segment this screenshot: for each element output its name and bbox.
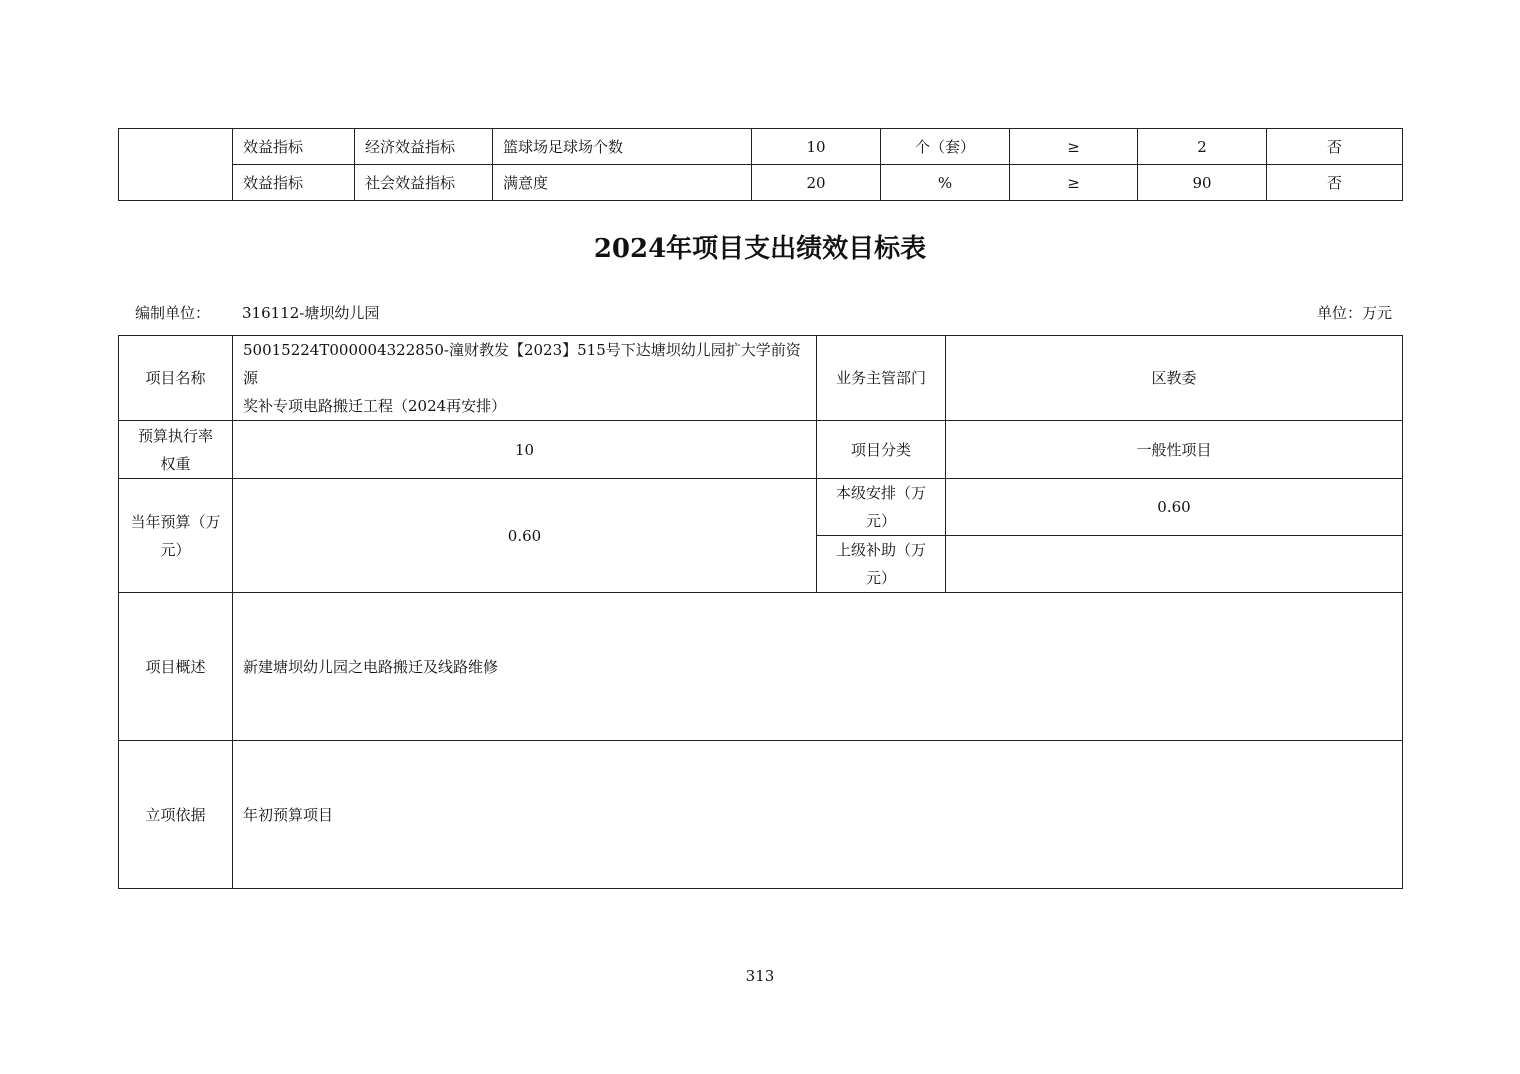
indicator-flag: 否 <box>1267 165 1403 201</box>
indicator-table-continuation <box>118 128 1403 201</box>
level2-indicator: 经济效益指标 <box>355 129 493 165</box>
basis-value: 年初预算项目 <box>233 741 1403 889</box>
dept-label: 业务主管部门 <box>817 336 946 421</box>
weight-value: 10 <box>233 421 817 479</box>
empty-cell <box>119 129 233 201</box>
page-number: 313 <box>745 967 775 985</box>
project-name-line1: 50015224T000004322850-潼财教发【2023】515号下达塘坝幼儿园扩大学前资源 <box>243 341 801 387</box>
category-label: 项目分类 <box>817 421 946 479</box>
table-row <box>119 129 1403 165</box>
project-name-value <box>233 336 817 421</box>
level2-indicator: 社会效益指标 <box>355 165 493 201</box>
table-row <box>119 741 1403 889</box>
project-table <box>118 335 1403 889</box>
indicator-unit: 个（套） <box>881 129 1010 165</box>
level1-indicator: 效益指标 <box>233 165 355 201</box>
indicator-operator: ≥ <box>1010 165 1138 201</box>
upper-value <box>946 536 1403 593</box>
local-label-line2: 元） <box>865 512 896 530</box>
weight-label <box>119 421 233 479</box>
budget-label <box>119 479 233 593</box>
upper-label <box>817 536 946 593</box>
budget-label-line2: 元） <box>160 540 191 559</box>
budget-label-line1: 当年预算（万 <box>130 512 221 531</box>
dept-value: 区教委 <box>946 336 1403 421</box>
table-row <box>119 165 1403 201</box>
indicator-flag: 否 <box>1267 129 1403 165</box>
indicator-target: 2 <box>1138 129 1267 165</box>
indicator-weight: 20 <box>752 165 881 201</box>
indicator-weight: 10 <box>752 129 881 165</box>
overview-value: 新建塘坝幼儿园之电路搬迁及线路维修 <box>233 593 1403 741</box>
weight-label-line1: 预算执行率 <box>137 426 213 445</box>
money-unit: 单位：万元 <box>1316 304 1392 322</box>
budget-value: 0.60 <box>233 479 817 593</box>
overview-label: 项目概述 <box>119 593 233 741</box>
local-label-line1: 本级安排（万 <box>835 484 926 502</box>
org-label: 编制单位： <box>135 304 211 322</box>
project-name-line2: 奖补专项电路搬迁工程（2024再安排） <box>243 397 507 415</box>
indicator-unit: % <box>881 165 1010 201</box>
category-value: 一般性项目 <box>946 421 1403 479</box>
indicator-target: 90 <box>1138 165 1267 201</box>
project-name-label: 项目名称 <box>119 336 233 421</box>
table-row <box>119 421 1403 479</box>
local-label <box>817 479 946 536</box>
indicator-name: 满意度 <box>493 165 752 201</box>
upper-label-line2: 元） <box>865 569 896 587</box>
indicator-operator: ≥ <box>1010 129 1138 165</box>
table-row <box>119 593 1403 741</box>
page-title: 2024年项目支出绩效目标表 <box>593 234 927 264</box>
table-row <box>119 336 1403 421</box>
table-row <box>119 479 1403 536</box>
indicator-name: 篮球场足球场个数 <box>493 129 752 165</box>
local-value: 0.60 <box>946 479 1403 536</box>
weight-label-line2: 权重 <box>160 454 191 473</box>
org-value: 316112-塘坝幼儿园 <box>242 304 380 322</box>
upper-label-line1: 上级补助（万 <box>835 541 926 559</box>
level1-indicator: 效益指标 <box>233 129 355 165</box>
basis-label: 立项依据 <box>119 741 233 889</box>
